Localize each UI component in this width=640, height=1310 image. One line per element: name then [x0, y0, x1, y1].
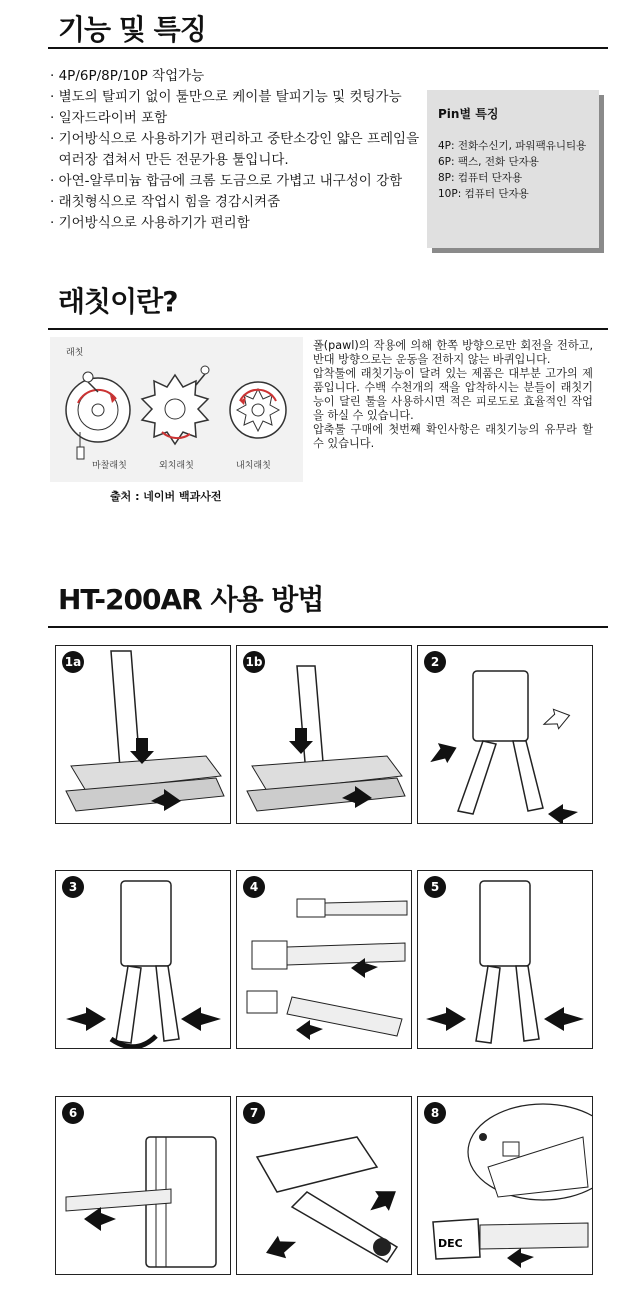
ratchet-paragraph: 압축툴 구매에 첫번째 확인사항은 래칫기능의 유무라 할 수 있습니다. [313, 423, 593, 450]
feature-item: · 일자드라이버 포함 [50, 110, 168, 126]
features-title: 기능 및 특징 [58, 13, 206, 46]
step-panel-4 [236, 870, 412, 1049]
caption-friction: 마찰래칫 [92, 461, 127, 471]
source-note: 출처 : 네이버 백과사전 [110, 490, 222, 503]
feature-item: · 아연-알루미늄 합금에 크롬 도금으로 가볍고 내구성이 강함 [50, 173, 403, 189]
step-badge: 3 [62, 876, 84, 898]
features-divider [48, 47, 608, 49]
rj-plug-drawing [418, 1097, 592, 1274]
pin-feature-box [427, 90, 599, 248]
usage-title: HT-200AR 사용 방법 [58, 583, 324, 616]
step-panel-8 [417, 1096, 593, 1275]
plug-brand-text: DEC [438, 1237, 463, 1250]
feature-item: · 래칫형식으로 작업시 힘을 경감시켜줌 [50, 194, 281, 210]
step-panel-7 [236, 1096, 412, 1275]
ratchet-divider [48, 328, 608, 330]
step-panel-6 [55, 1096, 231, 1275]
pin-box-title: Pin별 특징 [438, 107, 499, 121]
ratchet-illustration [50, 337, 303, 482]
ratchet-image-label: 래칫 [66, 348, 84, 358]
caption-external: 외치래칫 [159, 461, 194, 471]
step-panel-1a [55, 645, 231, 824]
caption-internal: 내치래칫 [236, 461, 271, 471]
cable-cut-drawing [56, 1097, 230, 1274]
step-badge: 1a [62, 651, 84, 673]
step-badge: 1b [243, 651, 265, 673]
pin-row: 4P: 전화수신기, 파워팩유니티용 [438, 140, 587, 152]
ratchet-paragraph: 압착툴에 래칫기능이 달려 있는 제품은 대부분 고가의 제품입니다. 수백 수천개의 잭을 압착하시는 분들이 래칫기능이 달린 툴을 사용하시면 적은 피로도로 효율적인 작업을 하실 수 있습니다. [313, 367, 593, 422]
ratchet-title: 래칫이란? [58, 285, 178, 318]
pin-row: 8P: 컴퓨터 단자용 [438, 172, 523, 184]
feature-item: · 기어방식으로 사용하기가 편리하고 중탄소강인 얇은 프레임을 [50, 131, 420, 147]
cable-strip-drawing [237, 646, 411, 823]
cable-insert-drawing [56, 646, 230, 823]
step-badge: 4 [243, 876, 265, 898]
step-panel-2 [417, 645, 593, 824]
screwdriver-drawing [237, 1097, 411, 1274]
step-badge: 2 [424, 651, 446, 673]
pin-row: 6P: 팩스, 전화 단자용 [438, 156, 539, 168]
tool-crimp-drawing [418, 871, 592, 1048]
ratchet-description [313, 339, 593, 451]
step-panel-5 [417, 870, 593, 1049]
tool-open-drawing [418, 646, 592, 823]
pin-box-rows [438, 138, 586, 202]
tool-squeeze-drawing [56, 871, 230, 1048]
step-panel-3 [55, 870, 231, 1049]
step-badge: 6 [62, 1102, 84, 1124]
step-badge: 5 [424, 876, 446, 898]
step-badge: 7 [243, 1102, 265, 1124]
feature-item: · 4P/6P/8P/10P 작업가능 [50, 68, 205, 84]
plug-insert-drawing [237, 871, 411, 1048]
feature-item: · 기어방식으로 사용하기가 편리함 [50, 215, 250, 231]
pin-row: 10P: 컴퓨터 단자용 [438, 188, 529, 200]
feature-item: · 별도의 탈피기 없이 툴만으로 케이블 탈피기능 및 컷팅가능 [50, 89, 402, 105]
step-panel-1b [236, 645, 412, 824]
ratchet-paragraph: 폴(pawl)의 작용에 의해 한쪽 방향으로만 회전을 전하고, 반대 방향으로는 운동을 전하지 않는 바퀴입니다. [313, 339, 593, 366]
features-list [50, 66, 419, 234]
usage-divider [48, 626, 608, 628]
feature-item: 여러장 겹쳐서 만든 전문가용 툴입니다. [50, 152, 289, 168]
step-badge: 8 [424, 1102, 446, 1124]
